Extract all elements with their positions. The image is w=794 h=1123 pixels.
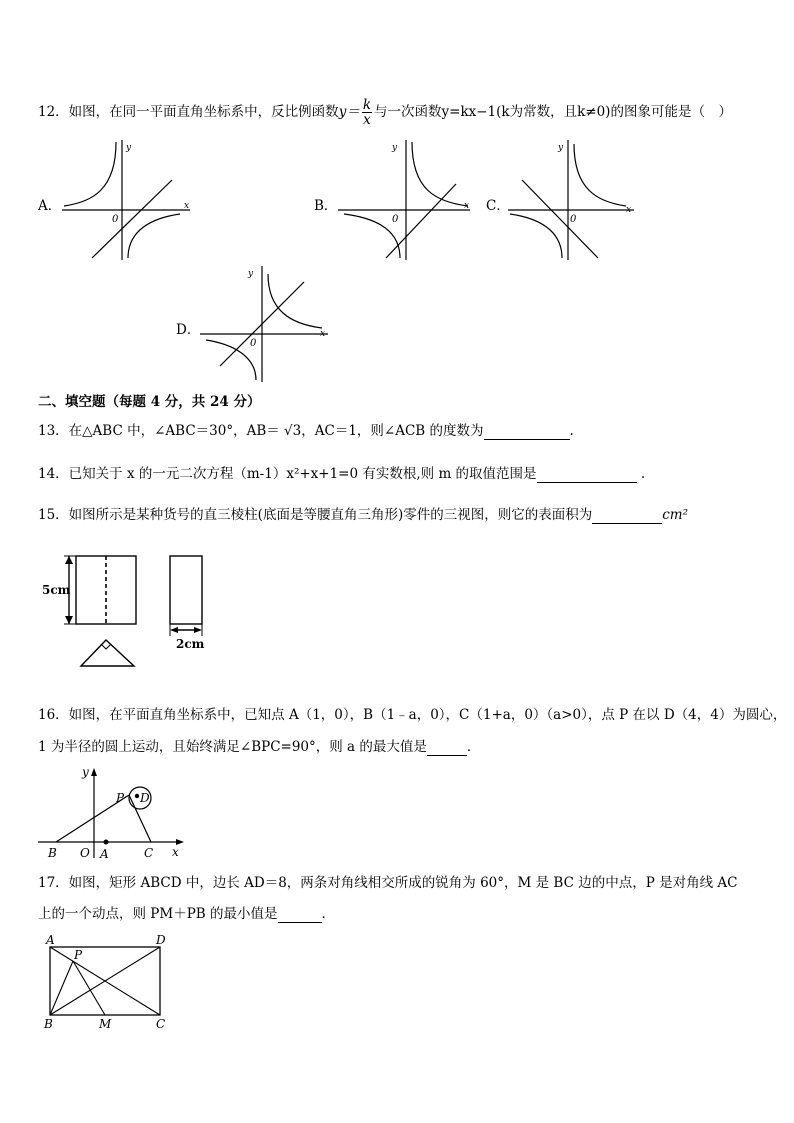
option-a-graph <box>62 140 192 262</box>
label-p: P <box>116 791 125 805</box>
q14-answer-blank[interactable] <box>537 468 637 483</box>
axis-y-label: y <box>392 143 398 153</box>
q14: 14．已知关于 x 的一元二次方程（m-1）x²+x+1=0 有实数根,则 m 的取值范围是 . <box>38 466 646 482</box>
label-c: C <box>156 1017 166 1031</box>
height-label: 5cm <box>42 583 71 597</box>
q17-text: 上的一个动点，则 PM＋PB 的最小值是 <box>38 906 278 922</box>
q15-answer-blank[interactable] <box>592 509 662 524</box>
q15-three-views <box>36 548 226 678</box>
label-b: B <box>48 846 57 860</box>
q16-answer-blank[interactable] <box>427 741 467 756</box>
axis-y-label: y <box>558 143 564 153</box>
q12-frac-den: x <box>363 112 371 128</box>
q12-text-post: 与一次函数y=kx−1(k为常数，且k≠0)的图象可能是（ ） <box>374 104 732 120</box>
q16-line1: 16．如图，在平面直角坐标系中，已知点 A（1，0），B（1﹣a，0），C（1+a，0）（a>0），点 P 在以 D（4，4）为圆心， <box>38 707 787 723</box>
label-d: D <box>156 933 166 947</box>
q12-frac-num: k <box>362 97 372 113</box>
option-a-label: A． <box>38 198 62 214</box>
option-d-graph <box>200 266 332 384</box>
origin-label: 0 <box>250 338 257 349</box>
axis-y-label: y <box>126 143 132 153</box>
option-c-graph <box>508 140 638 262</box>
q15-unit: cm² <box>662 507 688 523</box>
origin-label: 0 <box>112 214 119 225</box>
label-o: O <box>80 846 90 860</box>
q12-y-eq: y＝ <box>338 104 360 120</box>
q17-line2: 上的一个动点，则 PM＋PB 的最小值是 ． <box>38 906 335 922</box>
q12-fraction <box>362 98 372 127</box>
label-x: x <box>172 845 179 859</box>
q12-text-pre: 12．如图，在同一平面直角坐标系中，反比例函数 <box>38 104 339 120</box>
axis-y-label: y <box>248 269 254 279</box>
label-p: P <box>74 948 83 962</box>
q13-text: 13．在△ABC 中，∠ABC＝30°，AB＝ √3，AC＝1，则∠ACB 的度数为 <box>38 423 484 439</box>
label-a: A <box>46 933 55 947</box>
origin-label: 0 <box>392 214 399 225</box>
q16-line2: 1 为半径的圆上运动，且始终满足∠BPC=90°，则 a 的最大值是 ． <box>38 739 481 755</box>
origin-label: 0 <box>570 214 577 225</box>
axis-x-label: x <box>626 205 632 215</box>
option-b-label: B． <box>314 198 338 214</box>
q17-answer-blank[interactable] <box>278 908 322 923</box>
q13-answer-blank[interactable] <box>484 425 570 440</box>
q12-stem <box>38 98 732 127</box>
q16-text: 1 为半径的圆上运动，且始终满足∠BPC=90°，则 a 的最大值是 <box>38 739 427 755</box>
label-b: B <box>44 1017 53 1031</box>
label-y: y <box>82 765 89 779</box>
axis-x-label: x <box>464 201 470 211</box>
q15-text: 15．如图所示是某种货号的直三棱柱(底面是等腰直角三角形)零件的三视图，则它的表面积为 <box>38 507 593 523</box>
option-c-label: C． <box>486 198 510 214</box>
label-c: C <box>144 846 154 860</box>
q13: 13．在△ABC 中，∠ABC＝30°，AB＝ √3，AC＝1，则∠ACB 的度数为 . <box>38 423 574 439</box>
q17-figure <box>40 932 176 1032</box>
width-label: 2cm <box>176 637 205 651</box>
label-a: A <box>100 847 109 861</box>
q14-text: 14．已知关于 x 的一元二次方程（m-1）x²+x+1=0 有实数根,则 m 的取值范围是 <box>38 466 537 482</box>
q15 <box>38 506 688 524</box>
axis-x-label: x <box>184 201 190 211</box>
option-d-label: D． <box>176 322 201 338</box>
axis-x-label: x <box>320 329 326 339</box>
label-d: D <box>140 791 150 805</box>
q16-figure <box>36 762 196 862</box>
label-m: M <box>99 1017 112 1031</box>
section-heading: 二、填空题（每题 4 分，共 24 分） <box>38 394 261 410</box>
q17-line1: 17．如图，矩形 ABCD 中，边长 AD＝8，两条对角线相交所成的锐角为 60°，M 是 BC 边的中点，P 是对角线 AC <box>38 875 738 891</box>
option-b-graph <box>338 140 472 262</box>
